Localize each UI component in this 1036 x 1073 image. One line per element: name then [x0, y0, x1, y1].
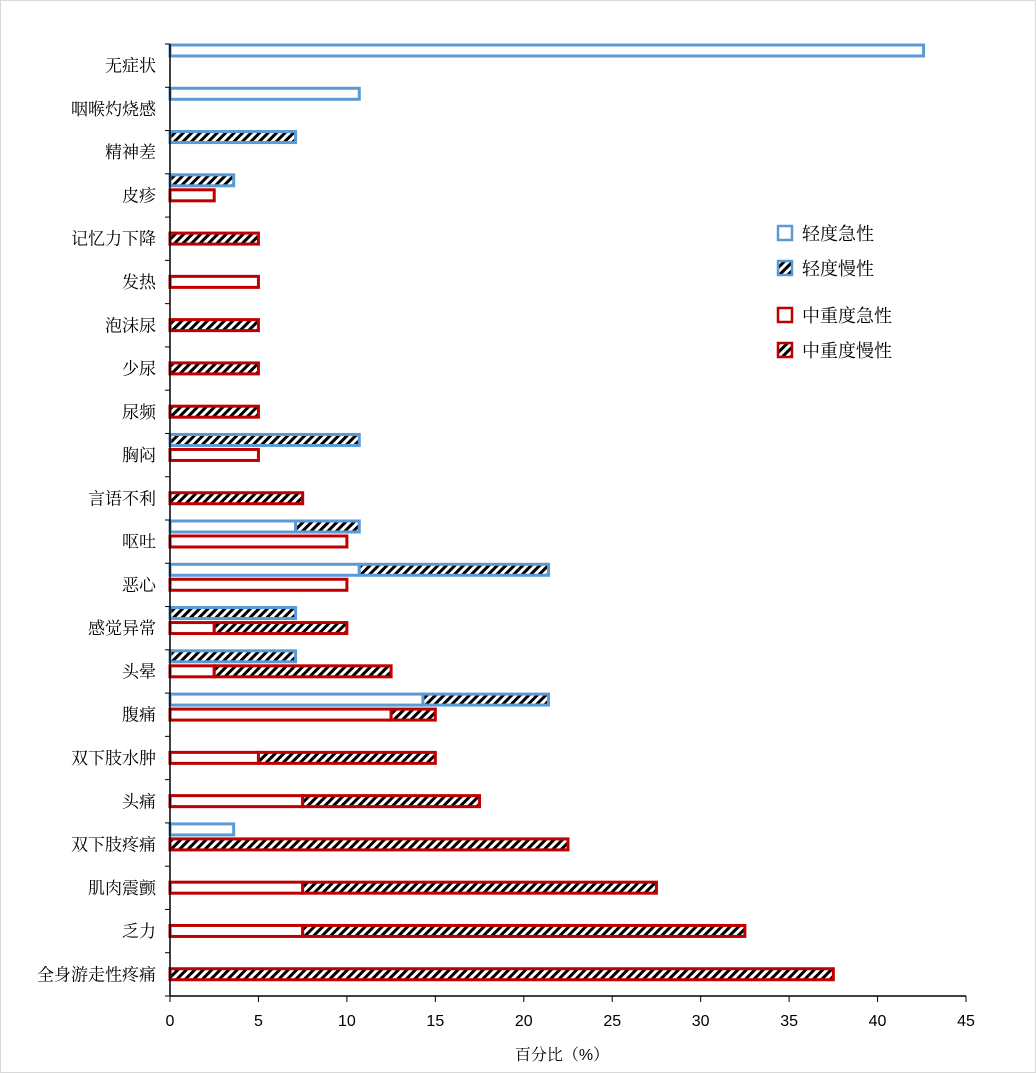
bar-中重度急性-呕吐 [170, 536, 347, 547]
category-label: 少尿 [122, 359, 156, 379]
bar-中重度慢性-头晕 [214, 666, 391, 677]
bar-轻度急性-恶心 [170, 564, 359, 575]
bar-轻度慢性-头晕 [170, 651, 296, 662]
category-label: 肌肉震颤 [88, 878, 156, 898]
bar-中重度慢性-双下肢疼痛 [170, 839, 568, 850]
category-label: 头晕 [122, 662, 156, 682]
bar-轻度慢性-感觉异常 [170, 608, 296, 619]
category-label: 发热 [122, 273, 156, 292]
bar-中重度慢性-尿频 [170, 406, 258, 417]
bar-中重度慢性-少尿 [170, 363, 258, 374]
bar-轻度急性-双下肢疼痛 [170, 824, 234, 835]
bar-轻度急性-腹痛 [170, 694, 423, 705]
bar-中重度急性-胸闷 [170, 449, 258, 460]
bar-轻度慢性-皮疹 [170, 175, 234, 186]
bar-轻度慢性-腹痛 [423, 694, 549, 705]
x-axis-title: 百分比（%） [514, 1047, 610, 1064]
bar-中重度慢性-腹痛 [391, 709, 435, 720]
category-label: 言语不利 [88, 489, 156, 509]
bar-中重度急性-皮疹 [170, 190, 214, 201]
bar-轻度慢性-胸闷 [170, 434, 359, 445]
bar-中重度急性-乏力 [170, 925, 303, 936]
category-label: 乏力 [122, 922, 156, 942]
x-tick-label: 15 [426, 1013, 445, 1030]
category-label: 感觉异常 [88, 619, 156, 639]
x-tick-label: 30 [691, 1013, 710, 1030]
legend-label: 中重度慢性 [802, 341, 892, 361]
category-label: 尿频 [122, 402, 156, 422]
bar-中重度急性-头晕 [170, 666, 214, 677]
x-tick-label: 35 [780, 1013, 799, 1030]
bar-中重度急性-腹痛 [170, 709, 391, 720]
bar-中重度慢性-泡沫尿 [170, 320, 258, 331]
category-label: 无症状 [105, 56, 156, 76]
bar-轻度慢性-精神差 [170, 132, 296, 143]
category-label: 记忆力下降 [71, 229, 156, 249]
category-label: 精神差 [105, 143, 156, 163]
bar-中重度急性-头痛 [170, 796, 303, 807]
bar-中重度慢性-感觉异常 [214, 623, 347, 634]
legend-label: 轻度急性 [802, 224, 874, 244]
labels-layer [37, 57, 975, 1064]
bar-中重度慢性-乏力 [303, 925, 745, 936]
category-label: 头痛 [122, 792, 156, 812]
x-tick-label: 20 [514, 1013, 533, 1030]
category-label: 咽喉灼烧感 [71, 99, 156, 119]
category-label: 全身游走性疼痛 [37, 965, 156, 985]
bar-轻度急性-咽喉灼烧感 [170, 88, 359, 99]
bar-中重度慢性-肌肉震颤 [303, 882, 657, 893]
legend-label: 中重度急性 [802, 306, 892, 326]
category-label: 双下肢疼痛 [71, 835, 156, 855]
bar-轻度慢性-呕吐 [296, 521, 360, 532]
x-tick-label: 5 [253, 1013, 263, 1030]
legend-swatch [778, 226, 792, 240]
bars-layer [170, 45, 924, 980]
legend-swatch [778, 308, 792, 322]
bar-中重度慢性-头痛 [303, 796, 480, 807]
category-label: 恶心 [122, 575, 156, 595]
x-tick-label: 0 [165, 1013, 175, 1030]
category-label: 双下肢水肿 [71, 749, 156, 768]
bar-中重度慢性-记忆力下降 [170, 233, 258, 244]
bar-中重度急性-恶心 [170, 579, 347, 590]
bar-中重度急性-肌肉震颤 [170, 882, 303, 893]
x-tick-label: 40 [868, 1013, 887, 1030]
category-label: 腹痛 [122, 705, 156, 725]
bar-中重度急性-双下肢水肿 [170, 752, 258, 763]
bar-轻度急性-呕吐 [170, 521, 296, 532]
bar-轻度慢性-恶心 [359, 564, 548, 575]
x-tick-label: 10 [337, 1013, 356, 1030]
category-label: 胸闷 [122, 446, 156, 466]
x-tick-label: 45 [957, 1013, 975, 1030]
legend-swatch [778, 261, 792, 275]
category-label: 皮疹 [122, 186, 156, 206]
bar-轻度急性-无症状 [170, 45, 924, 56]
x-tick-label: 25 [603, 1013, 622, 1030]
legend-label: 轻度慢性 [802, 259, 874, 279]
category-label: 呕吐 [122, 532, 156, 552]
legend [778, 224, 892, 361]
bar-中重度慢性-双下肢水肿 [258, 752, 435, 763]
category-label: 泡沫尿 [105, 316, 156, 336]
bar-中重度急性-感觉异常 [170, 623, 214, 634]
bar-中重度慢性-言语不利 [170, 493, 303, 504]
legend-swatch [778, 343, 792, 357]
bar-中重度慢性-全身游走性疼痛 [170, 969, 833, 980]
bar-中重度急性-发热 [170, 276, 258, 287]
